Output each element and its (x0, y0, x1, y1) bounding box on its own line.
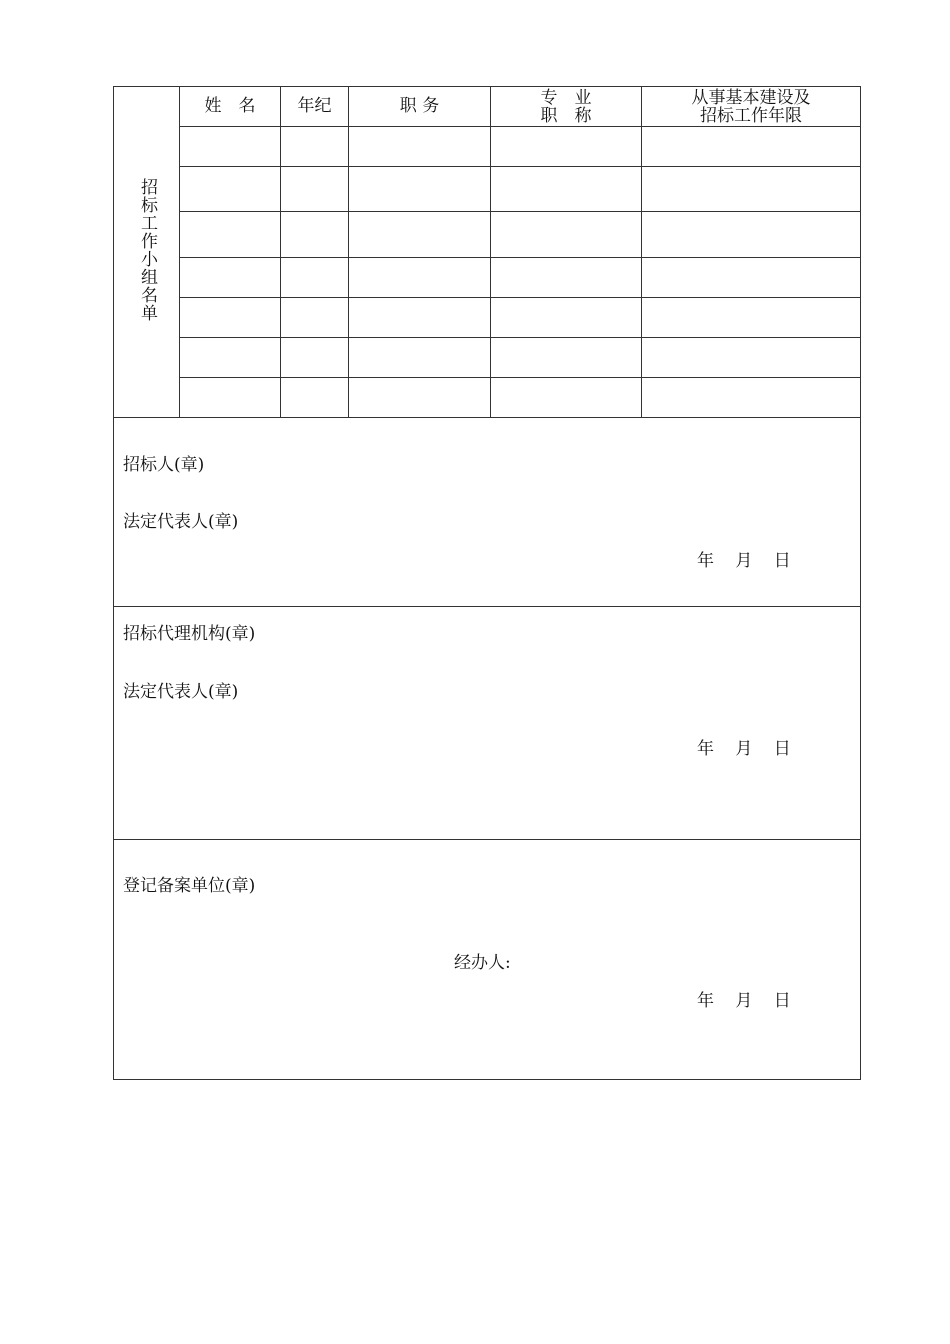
cell-age[interactable] (281, 258, 349, 298)
cell-name[interactable] (180, 338, 281, 378)
cell-title[interactable] (491, 378, 642, 418)
registry-section (114, 840, 861, 1080)
header-work-years: 从事基本建设及 招标工作年限 (642, 87, 861, 127)
header-name: 姓 名 (180, 87, 281, 127)
table-row (114, 127, 861, 167)
cell-name[interactable] (180, 212, 281, 258)
cell-age[interactable] (281, 338, 349, 378)
tenderer-legal-rep-label: 法定代表人(章) (123, 512, 239, 532)
cell-title[interactable] (491, 258, 642, 298)
table-header-row (114, 87, 861, 127)
tender-team-form (113, 86, 861, 1080)
cell-title[interactable] (491, 338, 642, 378)
cell-name[interactable] (180, 298, 281, 338)
cell-position[interactable] (349, 167, 491, 212)
handler-label: 经办人: (454, 953, 511, 973)
agency-date: 年 月 日 (697, 739, 791, 759)
cell-position[interactable] (349, 378, 491, 418)
cell-age[interactable] (281, 298, 349, 338)
cell-years[interactable] (642, 338, 861, 378)
cell-name[interactable] (180, 378, 281, 418)
cell-title[interactable] (491, 298, 642, 338)
registry-date: 年 月 日 (697, 991, 791, 1011)
table-row (114, 378, 861, 418)
cell-years[interactable] (642, 127, 861, 167)
header-age: 年纪 (281, 87, 349, 127)
cell-age[interactable] (281, 212, 349, 258)
cell-title[interactable] (491, 212, 642, 258)
registry-seal-label: 登记备案单位(章) (123, 876, 256, 896)
cell-position[interactable] (349, 338, 491, 378)
cell-name[interactable] (180, 258, 281, 298)
cell-title[interactable] (491, 167, 642, 212)
table-row (114, 212, 861, 258)
table-row (114, 167, 861, 212)
cell-years[interactable] (642, 258, 861, 298)
tenderer-seal-label: 招标人(章) (123, 455, 205, 475)
team-label: 招标工作小组名单 (137, 178, 157, 322)
header-position: 职 务 (349, 87, 491, 127)
cell-position[interactable] (349, 212, 491, 258)
cell-years[interactable] (642, 378, 861, 418)
table-row (114, 338, 861, 378)
agency-seal-label: 招标代理机构(章) (123, 624, 256, 644)
cell-title[interactable] (491, 127, 642, 167)
cell-age[interactable] (281, 127, 349, 167)
header-professional-title: 专 业 职 称 (491, 87, 642, 127)
cell-age[interactable] (281, 167, 349, 212)
cell-age[interactable] (281, 378, 349, 418)
cell-years[interactable] (642, 167, 861, 212)
agency-section (114, 607, 861, 840)
cell-years[interactable] (642, 212, 861, 258)
cell-position[interactable] (349, 298, 491, 338)
cell-name[interactable] (180, 127, 281, 167)
table-row (114, 258, 861, 298)
tenderer-section (114, 418, 861, 607)
cell-years[interactable] (642, 298, 861, 338)
registry-cell (114, 840, 861, 1080)
cell-position[interactable] (349, 258, 491, 298)
tenderer-date: 年 月 日 (697, 551, 791, 571)
agency-legal-rep-label: 法定代表人(章) (123, 682, 239, 702)
table-row (114, 298, 861, 338)
tenderer-cell (114, 418, 861, 607)
cell-name[interactable] (180, 167, 281, 212)
team-label-cell (114, 87, 180, 418)
agency-cell (114, 607, 861, 840)
cell-position[interactable] (349, 127, 491, 167)
